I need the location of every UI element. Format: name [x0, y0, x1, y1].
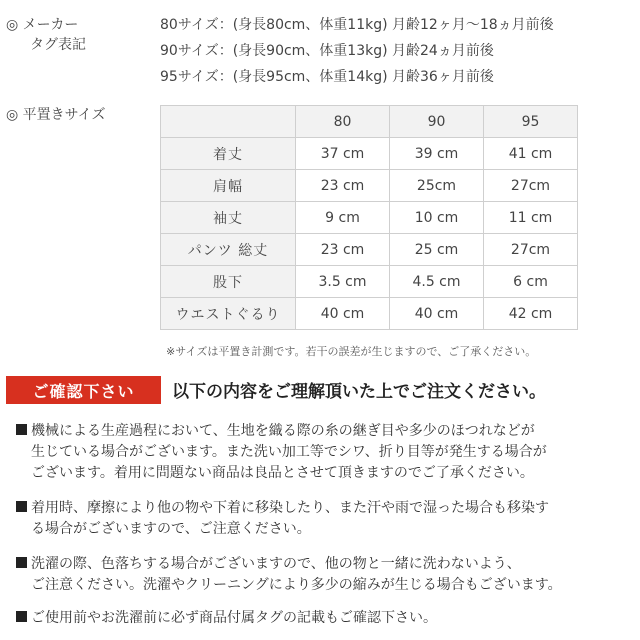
- notice-2-line-2: る場合がございますので、ご注意ください。: [31, 521, 311, 537]
- notice-1-line-1: 機械による生産過程において、生地を織る際の糸の継ぎ目や多少のほつれなどが: [31, 423, 535, 439]
- table-cell: 10 cm: [390, 202, 484, 234]
- table-row: [161, 234, 578, 266]
- notice-4-line-1: ご使用前やお洗濯前に必ず商品付属タグの記載もご確認下さい。: [31, 610, 437, 626]
- notice-4: [16, 609, 437, 627]
- bullet-square-icon: [16, 424, 27, 435]
- table-cell: 9 cm: [296, 202, 390, 234]
- header-cell: 90: [390, 106, 484, 138]
- bullet-square-icon: [16, 501, 27, 512]
- size-table: [160, 105, 578, 330]
- table-row: [161, 138, 578, 170]
- notice-3-line-2: ご注意ください。洗濯やクリーニングにより多少の縮みが生じる場合もございます。: [31, 577, 562, 593]
- notice-3: [16, 555, 521, 573]
- header-cell: 80: [296, 106, 390, 138]
- notice-3-line-1: 洗濯の際、色落ちする場合がございますので、他の物と一緒に洗わないよう、: [31, 556, 521, 572]
- table-cell: 25cm: [390, 170, 484, 202]
- table-row: [161, 202, 578, 234]
- table-cell: 3.5 cm: [296, 266, 390, 298]
- table-row: [161, 170, 578, 202]
- maker-tag-label-2: タグ表記: [30, 37, 86, 53]
- table-cell: 41 cm: [484, 138, 578, 170]
- size-table-header: [161, 106, 578, 138]
- maker-tag-label: ◎ メーカー: [6, 17, 79, 33]
- tag-line-80: 80サイズ：(身長80cm、体重11kg) 月齢12ヶ月〜18ヵ月前後: [160, 17, 554, 33]
- confirm-title: 以下の内容をご理解頂いた上でご注文ください。: [172, 382, 546, 402]
- table-cell: 23 cm: [296, 234, 390, 266]
- table-cell: 11 cm: [484, 202, 578, 234]
- tag-line-95: 95サイズ：(身長95cm、体重14kg) 月齢36ヶ月前後: [160, 69, 494, 85]
- table-cell: 39 cm: [390, 138, 484, 170]
- tag-line-90: 90サイズ：(身長90cm、体重13kg) 月齢24ヵ月前後: [160, 43, 494, 59]
- table-cell: 23 cm: [296, 170, 390, 202]
- row-label: ウエストぐるり: [161, 298, 296, 330]
- row-label: 股下: [161, 266, 296, 298]
- notice-1-line-3: ございます。着用に問題ない商品は良品とさせて頂きますのでご了承ください。: [31, 465, 534, 481]
- table-cell: 25 cm: [390, 234, 484, 266]
- bullet-square-icon: [16, 557, 27, 568]
- table-cell: 6 cm: [484, 266, 578, 298]
- row-label: 肩幅: [161, 170, 296, 202]
- table-cell: 42 cm: [484, 298, 578, 330]
- notice-2: [16, 499, 549, 517]
- notice-1-line-2: 生じている場合がございます。また洗い加工等でシワ、折り目等が発生する場合が: [31, 444, 547, 460]
- size-note: ※サイズは平置き計測です。若干の誤差が生じますので、ご了承ください。: [166, 345, 537, 358]
- flat-size-label: ◎ 平置きサイズ: [6, 107, 106, 123]
- table-cell: 27cm: [484, 170, 578, 202]
- table-cell: 27cm: [484, 234, 578, 266]
- table-cell: 40 cm: [296, 298, 390, 330]
- row-label: 着丈: [161, 138, 296, 170]
- table-row: [161, 298, 578, 330]
- bullet-square-icon: [16, 611, 27, 622]
- header-cell: 95: [484, 106, 578, 138]
- row-label: パンツ 総丈: [161, 234, 296, 266]
- table-cell: 37 cm: [296, 138, 390, 170]
- table-row: [161, 266, 578, 298]
- header-cell: [161, 106, 296, 138]
- notice-2-line-1: 着用時、摩擦により他の物や下着に移染したり、また汗や雨で湿った場合も移染す: [31, 500, 549, 516]
- row-label: 袖丈: [161, 202, 296, 234]
- notice-1: [16, 422, 535, 440]
- table-cell: 40 cm: [390, 298, 484, 330]
- confirm-badge: ご確認下さい: [6, 376, 161, 404]
- table-cell: 4.5 cm: [390, 266, 484, 298]
